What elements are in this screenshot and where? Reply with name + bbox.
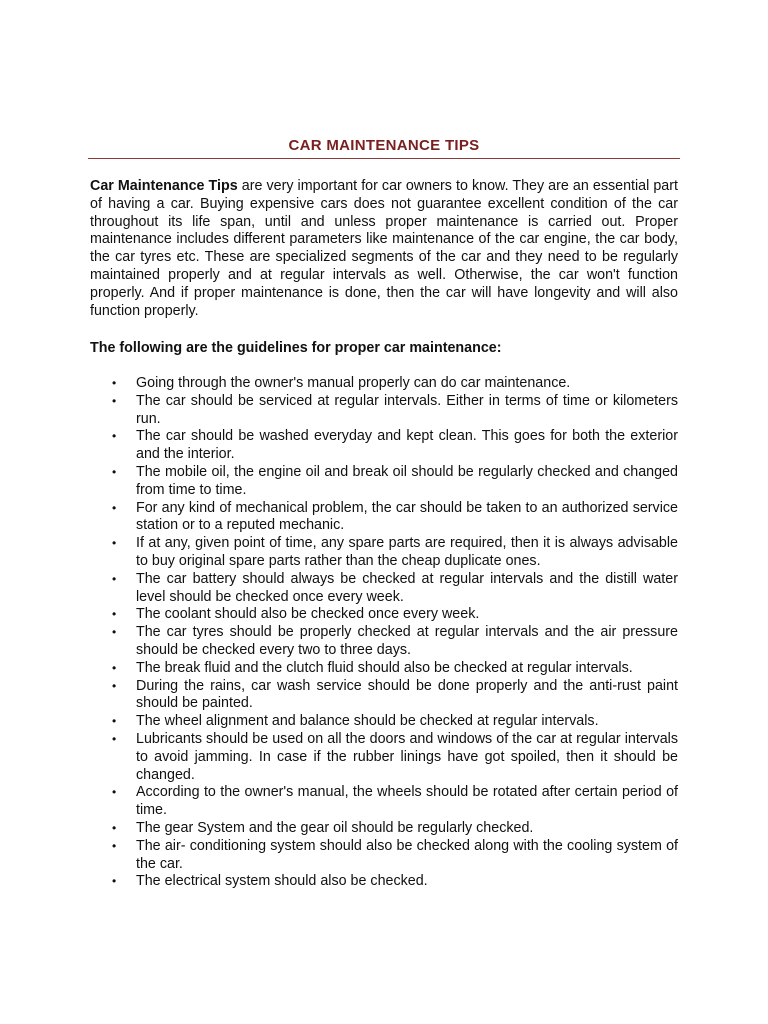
list-item [90,393,678,429]
list-item-text: The car should be washed everyday and kept clean. This goes for both the exterior and the interior. [136,428,678,463]
list-item-text: The wheel alignment and balance should be checked at regular intervals. [136,713,599,730]
list-item [90,375,678,393]
list-item-text: The coolant should also be checked once every week. [136,606,480,623]
bullet-icon: • [112,607,117,622]
list-item [90,838,678,874]
bullet-icon: • [112,429,117,444]
bullet-icon: • [112,820,117,835]
list-item-text: For any kind of mechanical problem, the car should be taken to an authorized service station or to a reputed mechanic. [136,499,678,534]
bullet-icon: • [112,500,117,515]
list-item-text: The car should be serviced at regular intervals. Either in terms of time or kilometers run. [136,392,678,427]
list-item [90,464,678,500]
list-item [90,428,678,464]
list-item-text: Going through the owner's manual properly can do car maintenance. [136,375,571,391]
bullet-icon: • [112,571,117,586]
list-item [90,731,678,784]
list-item-text: The electrical system should also be checked. [136,873,428,890]
list-item-text: The gear System and the gear oil should be regularly checked. [136,819,534,836]
list-item-text: The mobile oil, the engine oil and break oil should be regularly checked and changed from time to time. [136,463,678,498]
bullet-icon: • [112,536,117,551]
document-title: CAR MAINTENANCE TIPS [288,137,480,154]
bullet-icon: • [112,678,117,693]
list-item [90,873,678,891]
list-item [90,678,678,714]
bullet-icon: • [112,660,117,675]
list-item [90,606,678,624]
list-item-text: The car tyres should be properly checked at regular intervals and the air pressure should be checked every two to three days. [136,624,678,658]
list-item-text: According to the owner's manual, the wheels should be rotated after certain period of time. [136,784,678,819]
list-item-text: During the rains, car wash service should be done properly and the anti-rust paint should be painted. [136,677,678,712]
intro-text: are very important for car owners to know. They are an essential part of having a car. Buying expensive cars does not guarantee excellent condition of the car throughout its life span, until and unless proper maintenance is carried out. Proper maintenance includes different parameters like maintenance of the car engine, the car body, the car tyres etc. These are specialized segments of the car and they need to be regularly maintained properly and at regular intervals as well. Otherwise, the car won't function properly. And if proper maintenance is done, then the car will have longevity and will also function properly. [90,178,678,319]
guidelines-heading: The following are the guidelines for proper car maintenance: [90,340,502,356]
list-item-text: If at any, given point of time, any spare parts are required, then it is always advisable to buy original spare parts rather than the cheap duplicate ones. [136,535,678,569]
list-item-text: The break fluid and the clutch fluid should also be checked at regular intervals. [136,659,633,676]
bullet-icon: • [112,714,117,729]
list-item [90,713,678,731]
intro-paragraph [90,178,678,320]
list-item [90,571,678,607]
intro-lead: Car Maintenance Tips [90,178,238,194]
bullet-icon: • [112,838,117,853]
list-item [90,624,678,660]
list-item [90,500,678,536]
list-item-text: The air- conditioning system should also be checked along with the cooling system of the car. [136,837,678,872]
bullet-icon: • [112,785,117,800]
list-item [90,535,678,571]
bullet-icon: • [112,393,117,408]
list-item-text: The car battery should always be checked at regular intervals and the distill water level should be checked once every week. [136,570,678,605]
bullet-icon: • [112,874,117,889]
bullet-icon: • [112,625,117,640]
bullet-icon: • [112,731,117,746]
list-item [90,820,678,838]
guidelines-list [90,375,678,891]
list-item-text: Lubricants should be used on all the doors and windows of the car at regular intervals to avoid jamming. In case if the rubber linings have got spoiled, then it should be changed. [136,730,678,783]
list-item [90,784,678,820]
bullet-icon: • [112,376,117,390]
title-divider [88,158,680,159]
list-item [90,660,678,678]
bullet-icon: • [112,464,117,479]
